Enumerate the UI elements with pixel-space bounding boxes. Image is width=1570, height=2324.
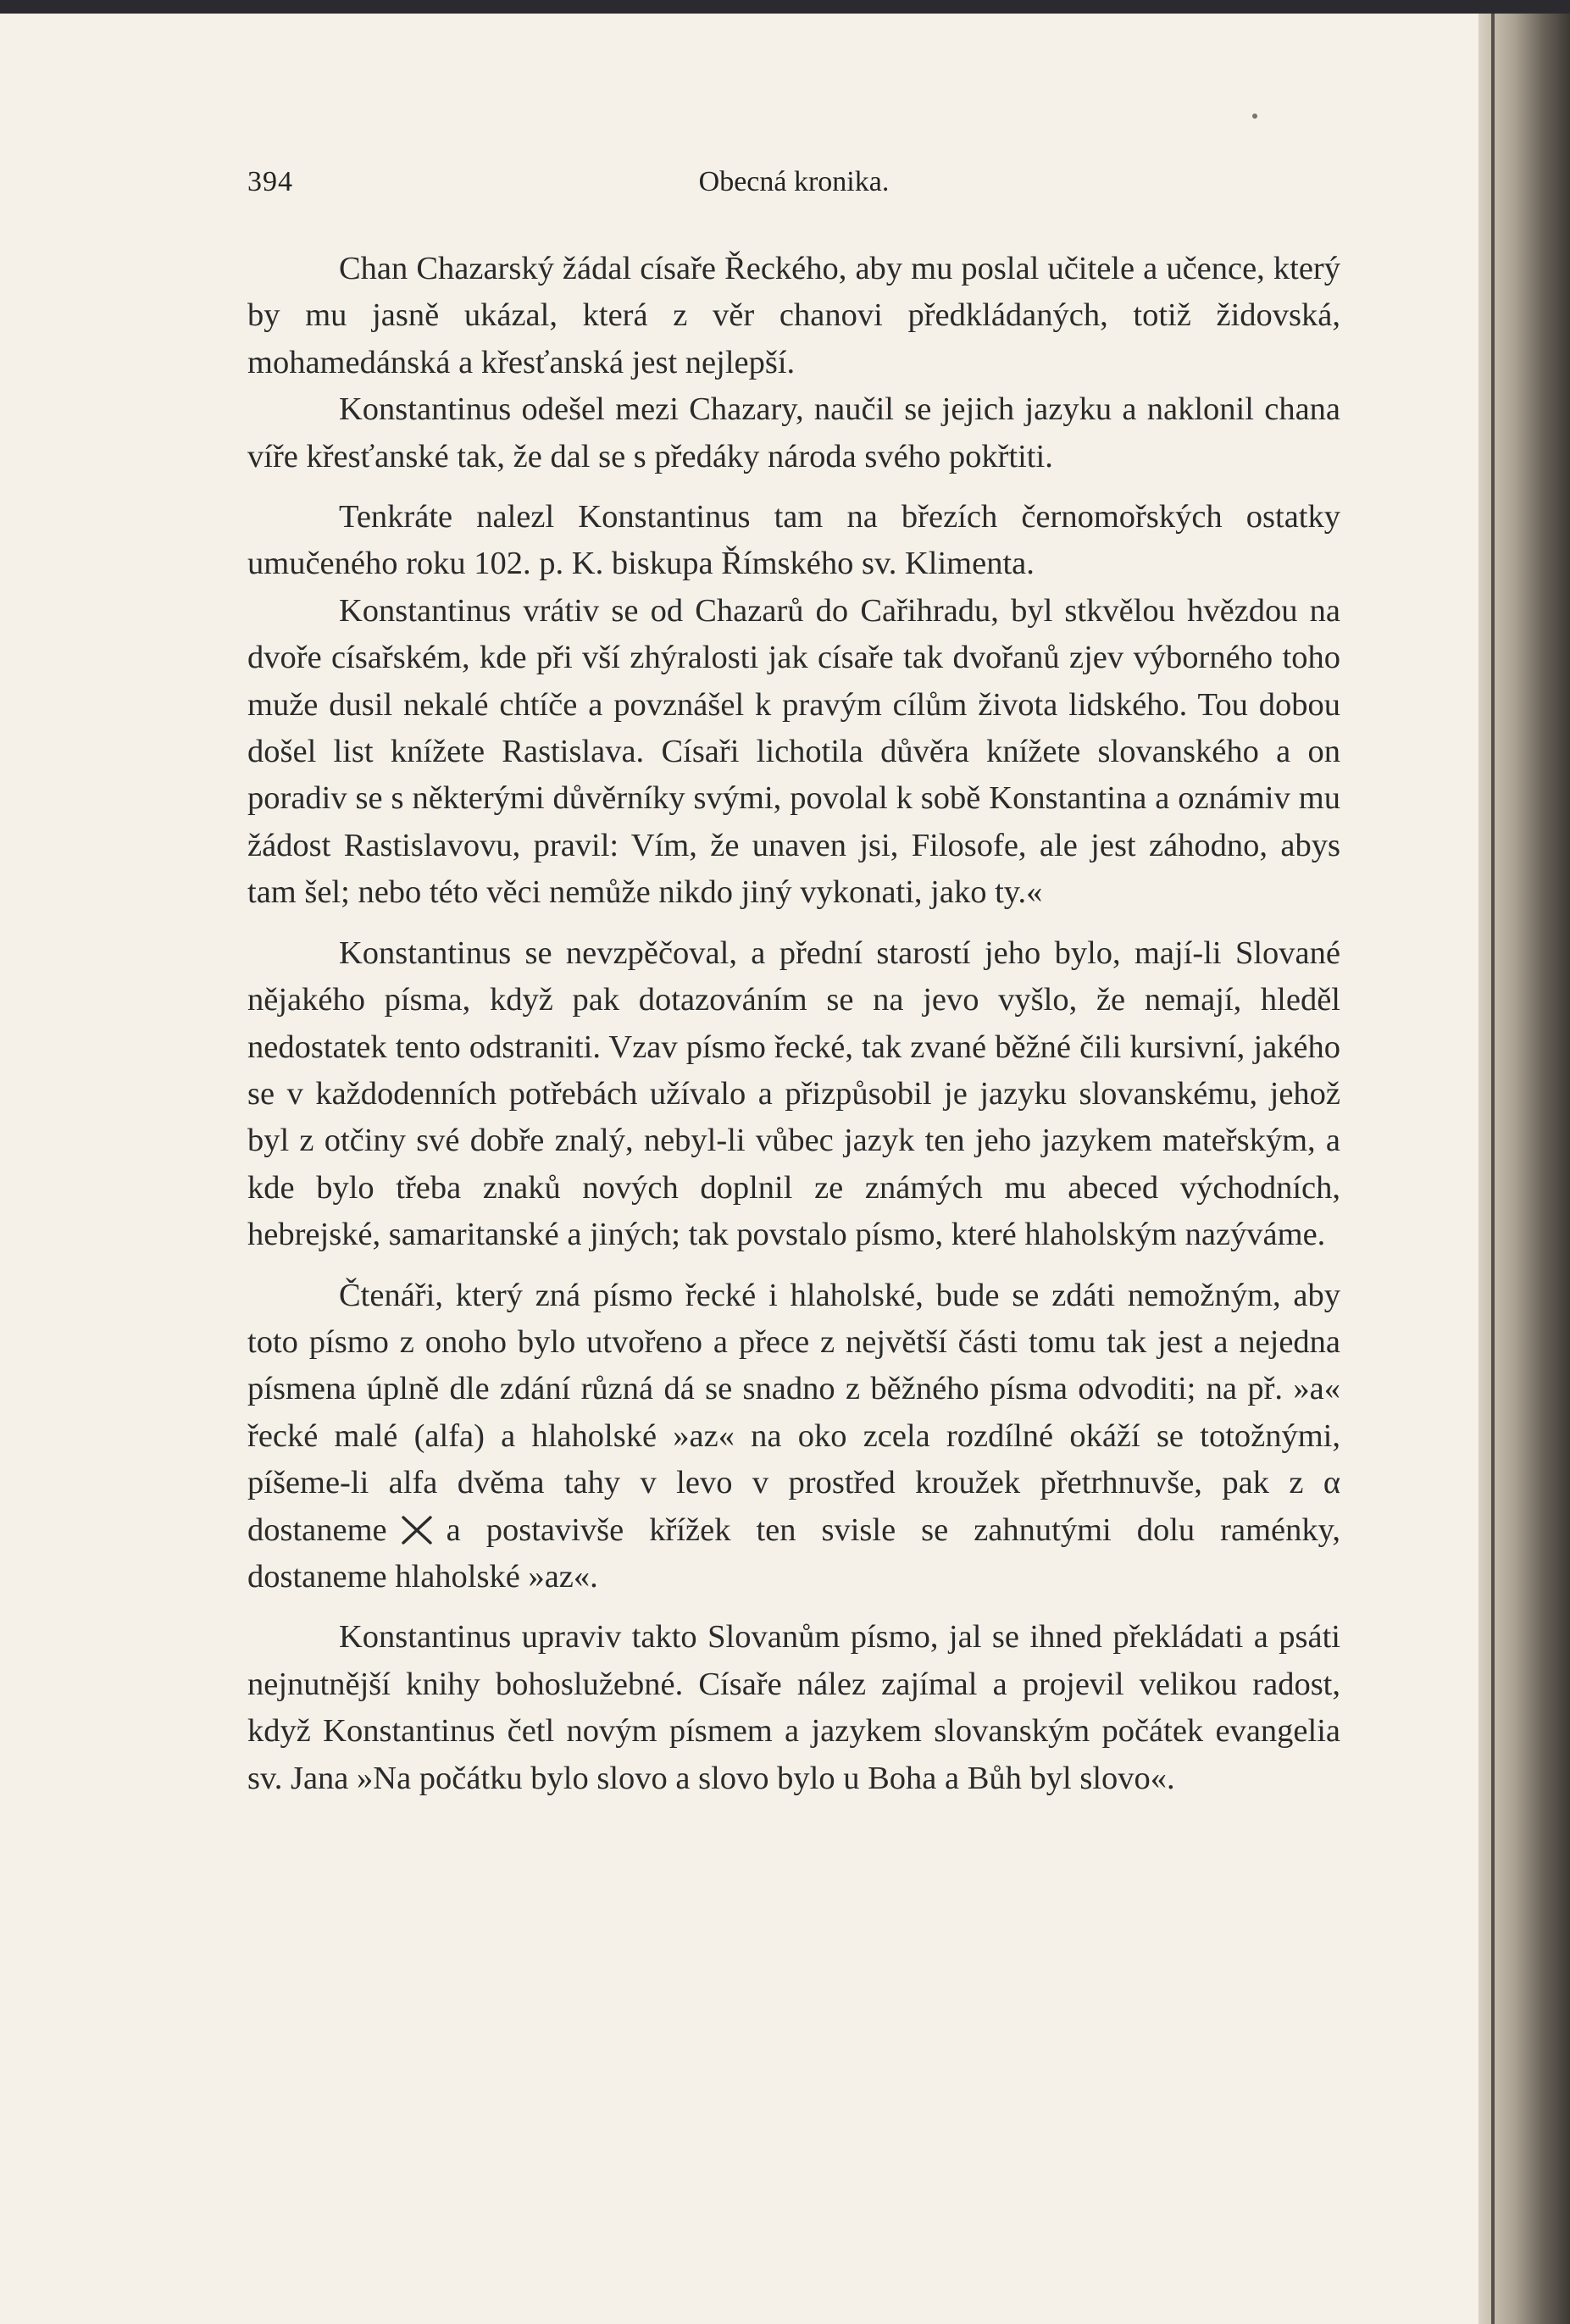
paper-speck xyxy=(1252,114,1257,119)
paragraph: Konstantinus odešel mezi Chazary, naučil se jejich jazyku a naklonil chana víře křesťanské tak, že dal se s předáky národa svého pokřtiti. xyxy=(247,391,1340,474)
paragraph: Tenkráte nalezl Konstantinus tam na březích černomořských ostatky umučeného roku 102. p. K. biskupa Římského sv. Klimenta. xyxy=(247,499,1340,582)
paragraph: Konstantinus vrátiv se od Chazarů do Cařihradu, byl stkvělou hvězdou na dvoře císařském, kde při vší zhýralosti jak císaře tak dvořanů zjev výborného toho muže dusil nekalé chtíče a povznášel k pravým cílům života lidského. Tou dobou došel list knížete Rastislava. Císaři lichotila důvěra knížete slovanského a on poradiv se s některými důvěrníky svými, povolal k sobě Konstantina a oznámiv mu žádost Rastislavovu, pravil: Vím, že unaven jsi, Filosofe, ale jest záhodno, abys tam šel; nebo této věci nemůže nikdo jiný vykonati, jako ty.« xyxy=(247,592,1340,911)
page-number: 394 xyxy=(247,166,293,197)
scan-top-edge xyxy=(0,0,1570,14)
page-edge-line xyxy=(1491,14,1495,2324)
paragraph: Konstantinus se nevzpěčoval, a přední starostí jeho bylo, mají-li Slované nějakého písma, když pak dotazováním se na jevo vyšlo, že nemají, hleděl nedostatek tento odstraniti. Vzav písmo řecké, tak zvané běžné čili kursivní, jakého se v každodenních potřebách užívalo a přizpůsobil je jazyku slovanskému, jehož byl z otčiny své dobře znalý, nebyl-li vůbec jazyk ten jeho jazykem mateřským, a kde bylo třeba znaků nových doplnil ze známých mu abeced východních, hebrejské, samaritanské a jiných; tak povstalo písmo, které hlaholským nazýváme. xyxy=(247,935,1340,1253)
page-header xyxy=(247,166,1340,208)
cross-icon xyxy=(401,1516,433,1545)
body-text xyxy=(247,246,1340,1802)
paragraph-with-symbol xyxy=(247,1273,1340,1601)
running-title: Obecná kronika. xyxy=(698,166,890,197)
paragraph: Chan Chazarský žádal císaře Řeckého, aby mu poslal učitele a učence, který by mu jasně ukázal, která z věr chanovi předkládaných, totiž židovská, mohamedánská a křesťanská jest nejlepší. xyxy=(247,251,1340,380)
paragraph-text-before: Čtenáři, který zná písmo řecké i hlaholské, bude se zdáti nemožným, aby toto písmo z onoho bylo utvořeno a přece z největší části tomu tak jest a nejedna písmena úplně dle zdání různá dá se snadno z běžného písma odvoditi; na př. »a« řecké malé (alfa) a hlaholské »az« na oko zcela rozdílné okáží se totožnými, píšeme-li alfa dvěma tahy v levo v prostřed kroužek přetrhnuvše, pak z α dostaneme xyxy=(247,1277,1340,1548)
paragraph-text-after: a postavivše křížek ten svisle se zahnutými dolu raménky, dostaneme hlaholské »az«. xyxy=(247,1511,1340,1595)
paragraph: Konstantinus upraviv takto Slovanům písmo, jal se ihned překládati a psáti nejnutnější knihy bohoslužebné. Císaře nález zajímal a projevil velikou radost, když Konstantinus četl novým písmem a jazykem slovanským počátek evangelia sv. Jana »Na počátku bylo slovo a slovo bylo u Boha a Bůh byl slovo«. xyxy=(247,1619,1340,1796)
